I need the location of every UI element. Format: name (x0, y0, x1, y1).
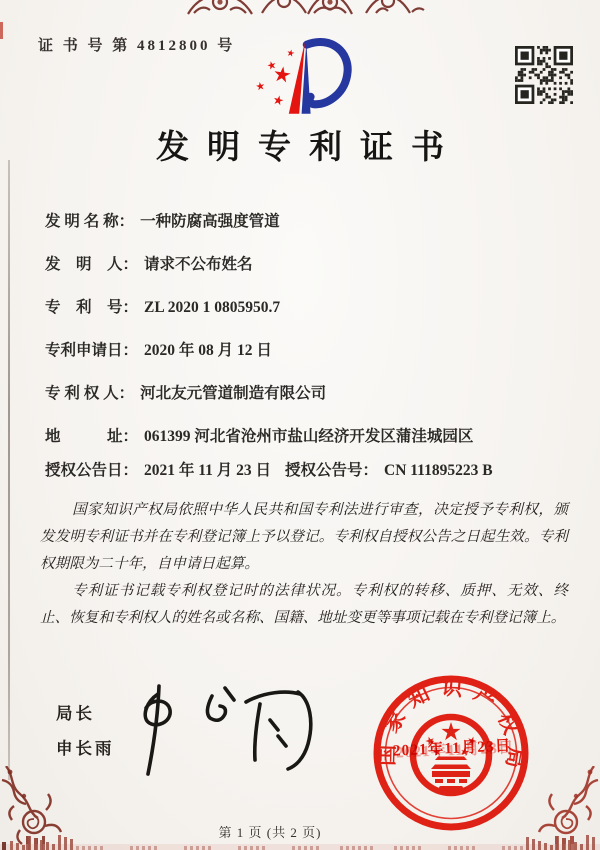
field-grant-date (45, 461, 271, 481)
field-label: 发 明 名 称： (45, 213, 135, 230)
page-number: 第 1 页 (共 2 页) (218, 825, 322, 840)
logo-p-bowl (307, 42, 348, 104)
field-address (45, 427, 473, 447)
official-name: 申长雨 (56, 739, 115, 758)
field-value: CN 111895223 B (384, 462, 493, 479)
seal-date-stamp: 2021年11月23日 (392, 737, 512, 760)
field-inventor (45, 255, 253, 275)
top-ornament-border (180, 0, 428, 15)
field-label: 专 利 号： (45, 299, 139, 316)
bottom-fringe-border (0, 834, 600, 850)
legal-statement (40, 497, 568, 632)
field-invention-name (45, 212, 280, 232)
field-value: 河北友元管道制造有限公司 (140, 385, 327, 402)
page-fold-edge (8, 160, 10, 780)
field-patentee (45, 384, 326, 404)
field-label: 专 利 权 人： (45, 385, 135, 402)
legal-paragraph-1: 国家知识产权局依照中华人民共和国专利法进行审查，决定授予专利权，颁发发明专利证书并在专利登记簿上予以登记。专利权自授权公告之日起生效。专利权期限为二十年，自申请日起算。 (40, 502, 568, 572)
official-title: 局长 (56, 704, 95, 723)
field-label: 地 址： (45, 428, 139, 445)
legal-paragraph-2: 专利证书记载专利权登记时的法律状况。专利权的转移、质押、无效、终止、恢复和专利权人的姓名或名称、国籍、地址变更等事项记载在专利登记簿上。 (40, 583, 568, 626)
field-patent-number (45, 298, 280, 318)
field-grant-publication-number (285, 461, 493, 481)
field-value: ZL 2020 1 0805950.7 (144, 299, 281, 316)
left-edge-red-mark (0, 22, 3, 39)
field-value: 2021 年 11 月 23 日 (144, 462, 272, 479)
field-label: 专利申请日： (45, 342, 139, 359)
cnipa-patent-logo-icon (248, 38, 358, 128)
logo-stars (256, 49, 295, 106)
field-label: 授权公告日： (45, 462, 139, 479)
certificate-number: 证 书 号 第 4812800 号 (38, 38, 236, 54)
field-label: 授权公告号： (285, 462, 379, 479)
seal-org-text: 国家知识产权局 (374, 674, 529, 780)
field-label: 发 明 人： (45, 256, 139, 273)
field-value: 一种防腐高强度管道 (140, 213, 280, 230)
field-filing-date (45, 341, 272, 361)
field-value: 请求不公布姓名 (144, 256, 253, 273)
field-value: 2020 年 08 月 12 日 (144, 342, 272, 359)
qr-code (515, 46, 573, 104)
field-value: 061399 河北省沧州市盐山经济开发区蒲洼城园区 (144, 428, 474, 445)
handwritten-signature (128, 672, 333, 790)
certificate-title: 发明专利证书 (156, 130, 462, 166)
